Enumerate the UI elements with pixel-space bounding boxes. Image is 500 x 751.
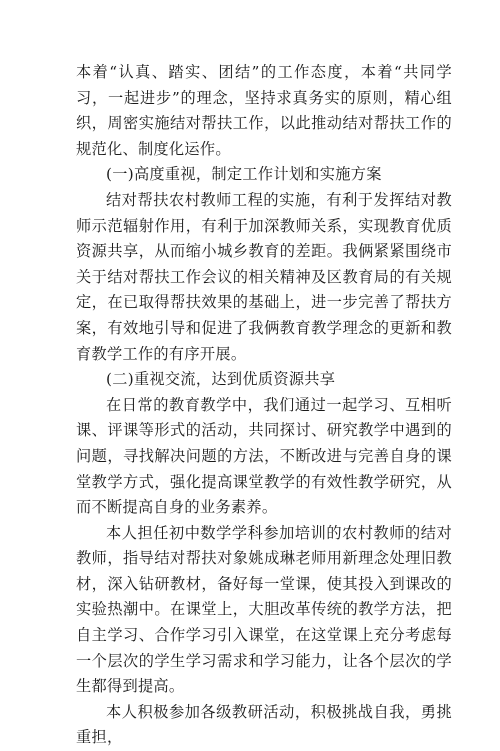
section-heading-2: (二)重视交流，达到优质资源共享 <box>106 370 336 389</box>
paragraph-mentoring: 本人担任初中数学学科参加培训的农村教师的结对教师，指导结对帮扶对象姚成琳老师用新理念处理旧教材，深入钻研教材，备好每一堂课，使其投入到课改的实验热潮中。在课堂上，大胆改革传统的教学方法，把自主学习、合作学习引入课堂，在这堂课上充分考虑每一个层次的学生学习需求和学习能力，让各个层次的学生都得到提高。 <box>76 523 452 696</box>
paragraph-section-2: 在日常的教育教学中，我们通过一起学习、互相听课、评课等形式的活动，共同探讨、研究教学中遇到的问题，寻找解决问题的方法，不断改进与完善自身的课堂教学方式，强化提高课堂教学的有效性教学研究，从而不断提高自身的业务素养。 <box>76 395 452 517</box>
paragraph-intro: 本着“认真、踏实、团结”的工作态度，本着“共同学习，一起进步”的理念，坚持求真务实的原则，精心组织，周密实施结对帮扶工作，以此推动结对帮扶工作的规范化、制度化运作。 <box>76 63 452 158</box>
document-body <box>76 60 452 751</box>
paragraph-section-1: 结对帮扶农村教师工程的实施，有利于发挥结对教师示范辐射作用，有利于加深教师关系，实现教育优质资源共享，从而缩小城乡教育的差距。我俩紧紧围绕市关于结对帮扶工作会议的相关精神及区教育局的有关规定，在已取得帮扶效果的基础上，进一步完善了帮扶方案，有效地引导和促进了我俩教育教学理念的更新和教育教学工作的有序开展。 <box>76 190 452 363</box>
paragraph-research: 本人积极参加各级教研活动，积极挑战自我，勇挑重担， <box>76 702 452 747</box>
section-heading-1: (一)高度重视，制定工作计划和实施方案 <box>106 165 382 184</box>
